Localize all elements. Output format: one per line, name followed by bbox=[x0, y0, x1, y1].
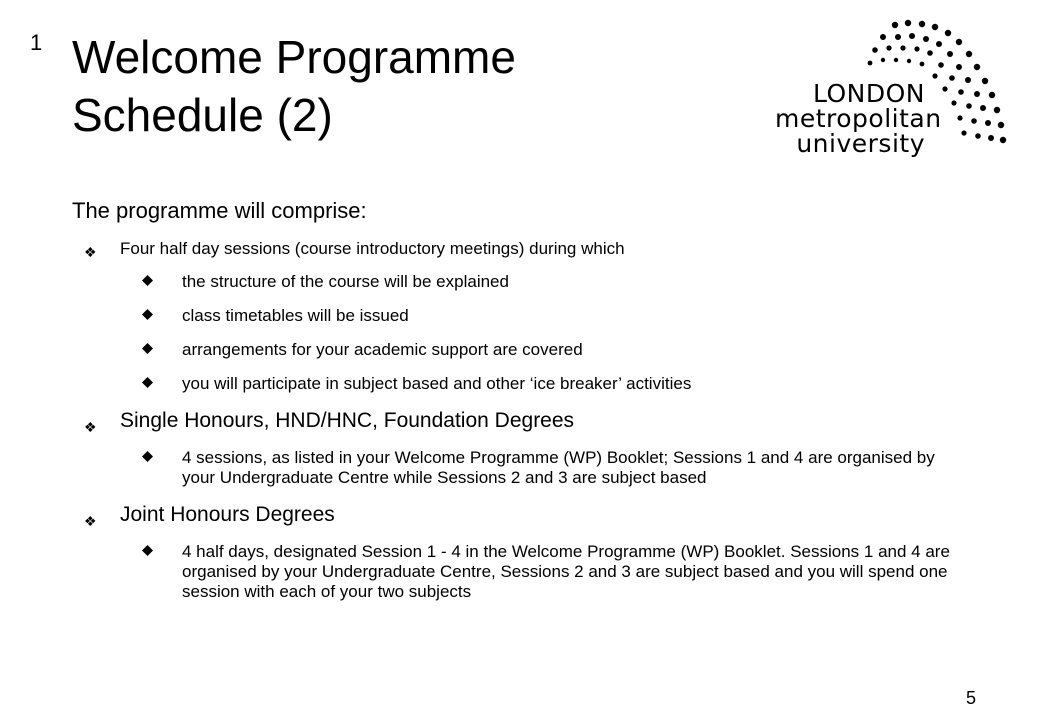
diamond-bullet-icon bbox=[142, 343, 153, 354]
diamond-bullet-icon: ❖ bbox=[84, 244, 97, 260]
diamond-bullet-icon bbox=[142, 545, 153, 556]
sub-item-text: class timetables will be issued bbox=[182, 306, 409, 325]
list-item-text: Four half day sessions (course introductory meetings) during which bbox=[120, 239, 625, 258]
page-title bbox=[72, 28, 516, 144]
page-number: 5 bbox=[966, 688, 977, 708]
list-item bbox=[72, 408, 972, 434]
sub-item-text: arrangements for your academic support are covered bbox=[182, 340, 583, 359]
diamond-bullet-icon bbox=[142, 309, 153, 320]
sub-item-text: 4 half days, designated Session 1 - 4 in the Welcome Programme (WP) Booklet. Sessions 1 and 4 are organised by your Undergraduate Centre, Sessions 2 and 3 are subject based and you will spend one session with each of your two subjects bbox=[182, 542, 950, 601]
list-item bbox=[72, 502, 972, 528]
logo-line-1: LONDON bbox=[812, 79, 925, 108]
diamond-bullet-icon bbox=[142, 451, 153, 462]
sub-list-item bbox=[72, 272, 972, 292]
list-item-text: Single Honours, HND/HNC, Foundation Degrees bbox=[120, 409, 575, 432]
title-line-1: Welcome Programme bbox=[72, 31, 516, 83]
sub-list-item bbox=[72, 374, 972, 394]
sub-list-item bbox=[72, 340, 972, 360]
sub-item-text: the structure of the course will be explained bbox=[182, 272, 509, 291]
diamond-bullet-icon bbox=[142, 275, 153, 286]
logo-line-3: university bbox=[796, 129, 925, 158]
list-item bbox=[72, 238, 972, 260]
sub-list-item bbox=[72, 306, 972, 326]
corner-number: 1 bbox=[30, 30, 43, 55]
logo-text bbox=[775, 79, 942, 158]
sub-list-item bbox=[72, 448, 972, 488]
diamond-bullet-icon: ❖ bbox=[84, 513, 97, 529]
intro-text: The programme will comprise: bbox=[72, 198, 367, 223]
sub-item-text: 4 sessions, as listed in your Welcome Programme (WP) Booklet; Sessions 1 and 4 are organised by your Undergraduate Centre while Sessions 2 and 3 are subject based bbox=[182, 448, 935, 487]
diamond-bullet-icon: ❖ bbox=[84, 419, 97, 435]
slide-content bbox=[72, 198, 972, 616]
list-item-text: Joint Honours Degrees bbox=[120, 503, 335, 526]
title-line-2: Schedule (2) bbox=[72, 89, 333, 141]
diamond-bullet-icon bbox=[142, 377, 153, 388]
university-logo bbox=[775, 15, 1015, 165]
logo-line-2: metropolitan bbox=[775, 104, 942, 133]
sub-item-text: you will participate in subject based and other ‘ice breaker’ activities bbox=[182, 374, 692, 393]
sub-list-item bbox=[72, 542, 972, 602]
